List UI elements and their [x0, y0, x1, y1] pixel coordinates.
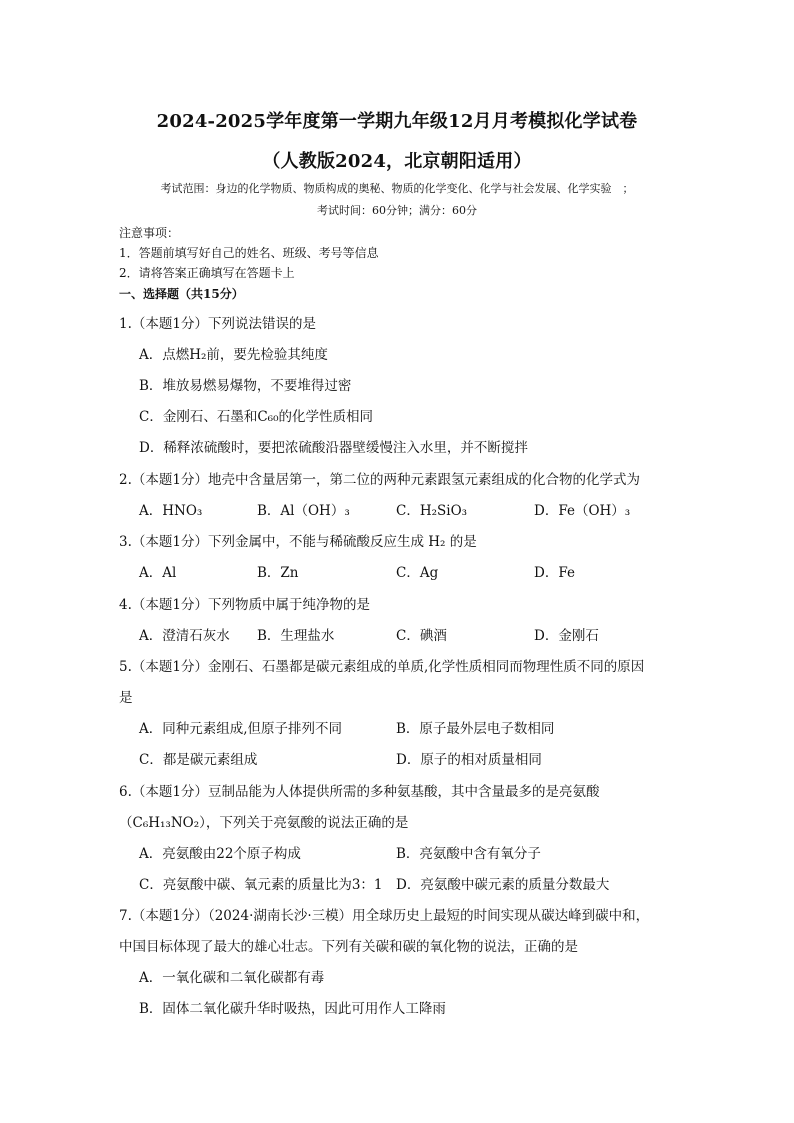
question-stem: 2.（本题1分）地壳中含量居第一，第二位的两种元素跟氢元素组成的化合物的化学式为 [119, 472, 640, 488]
question-stem: 3.（本题1分）下列金属中，不能与稀硫酸反应生成 H₂ 的是 [119, 534, 477, 550]
question-stem: 5.（本题1分）金刚石、石墨都是碳元素组成的单质,化学性质相同而物理性质不同的原因 [119, 659, 645, 675]
option-b: B．原子最外层电子数相同 [396, 721, 555, 737]
question-stem-continued: 中国目标体现了最大的雄心壮志。下列有关碳和碳的氧化物的说法，正确的是 [119, 939, 578, 955]
option-b: B．堆放易燃易爆物，不要堆得过密 [139, 378, 352, 394]
option-b: B．固体二氧化碳升华时吸热，因此可用作人工降雨 [139, 1001, 446, 1017]
option-c: C．H₂SiO₃ [396, 503, 468, 519]
option-c: C．碘酒 [396, 628, 447, 644]
option-d: D．Fe [534, 565, 575, 581]
exam-scope: 考试范围：身边的化学物质、物质构成的奥秘、物质的化学变化、化学与社会发展、化学实验 ； [160, 182, 634, 195]
option-c: C．都是碳元素组成 [139, 752, 258, 768]
option-b: B．亮氨酸中含有氧分子 [396, 846, 541, 862]
option-c: C．亮氨酸中碳、氧元素的质量比为3：1 [139, 877, 383, 893]
question-stem: 7.（本题1分）（2024·湖南长沙·三模）用全球历史上最短的时间实现从碳达峰到碳中和， [119, 908, 650, 924]
option-a: A．亮氨酸由22个原子构成 [139, 846, 301, 862]
option-c: C．Ag [396, 565, 439, 581]
option-a: A．一氧化碳和二氧化碳都有毒 [139, 970, 325, 986]
question-stem: 1.（本题1分）下列说法错误的是 [119, 316, 316, 332]
note-item: 2．请将答案正确填写在答题卡上 [119, 266, 295, 280]
exam-subtitle: （人教版2024，北京朝阳适用） [262, 151, 532, 172]
option-b: B．Zn [257, 565, 299, 581]
section-title: 一、选择题（共15分） [119, 287, 244, 301]
option-a: A．点燃H₂前，要先检验其纯度 [139, 347, 328, 363]
exam-time: 考试时间：60分钟；满分：60分 [317, 204, 477, 217]
option-d: D．稀释浓硫酸时，要把浓硫酸沿器壁缓慢注入水里，并不断搅拌 [139, 440, 528, 456]
option-c: C．金刚石、石墨和C₆₀的化学性质相同 [139, 409, 373, 425]
option-d: D．亮氨酸中碳元素的质量分数最大 [396, 877, 610, 893]
option-b: B．生理盐水 [257, 628, 335, 644]
question-stem: 4.（本题1分）下列物质中属于纯净物的是 [119, 597, 370, 613]
notes-heading: 注意事项： [119, 226, 180, 240]
option-b: B．Al（OH）₃ [257, 503, 350, 519]
question-stem-continued: （C₆H₁₃NO₂），下列关于亮氨酸的说法正确的是 [119, 815, 409, 831]
note-item: 1．答题前填写好自己的姓名、班级、考号等信息 [119, 246, 379, 260]
option-a: A．澄清石灰水 [139, 628, 230, 644]
option-a: A．同种元素组成,但原子排列不同 [139, 721, 343, 737]
question-stem: 6.（本题1分）豆制品能为人体提供所需的多种氨基酸，其中含量最多的是亮氨酸 [119, 784, 600, 800]
exam-title: 2024-2025学年度第一学期九年级12月月考模拟化学试卷 [156, 111, 638, 132]
option-a: A．Al [139, 565, 177, 581]
option-a: A．HNO₃ [139, 503, 203, 519]
option-d: D．金刚石 [534, 628, 599, 644]
option-d: D．Fe（OH）₃ [534, 503, 631, 519]
option-d: D．原子的相对质量相同 [396, 752, 542, 768]
question-stem-continued: 是 [119, 690, 133, 706]
